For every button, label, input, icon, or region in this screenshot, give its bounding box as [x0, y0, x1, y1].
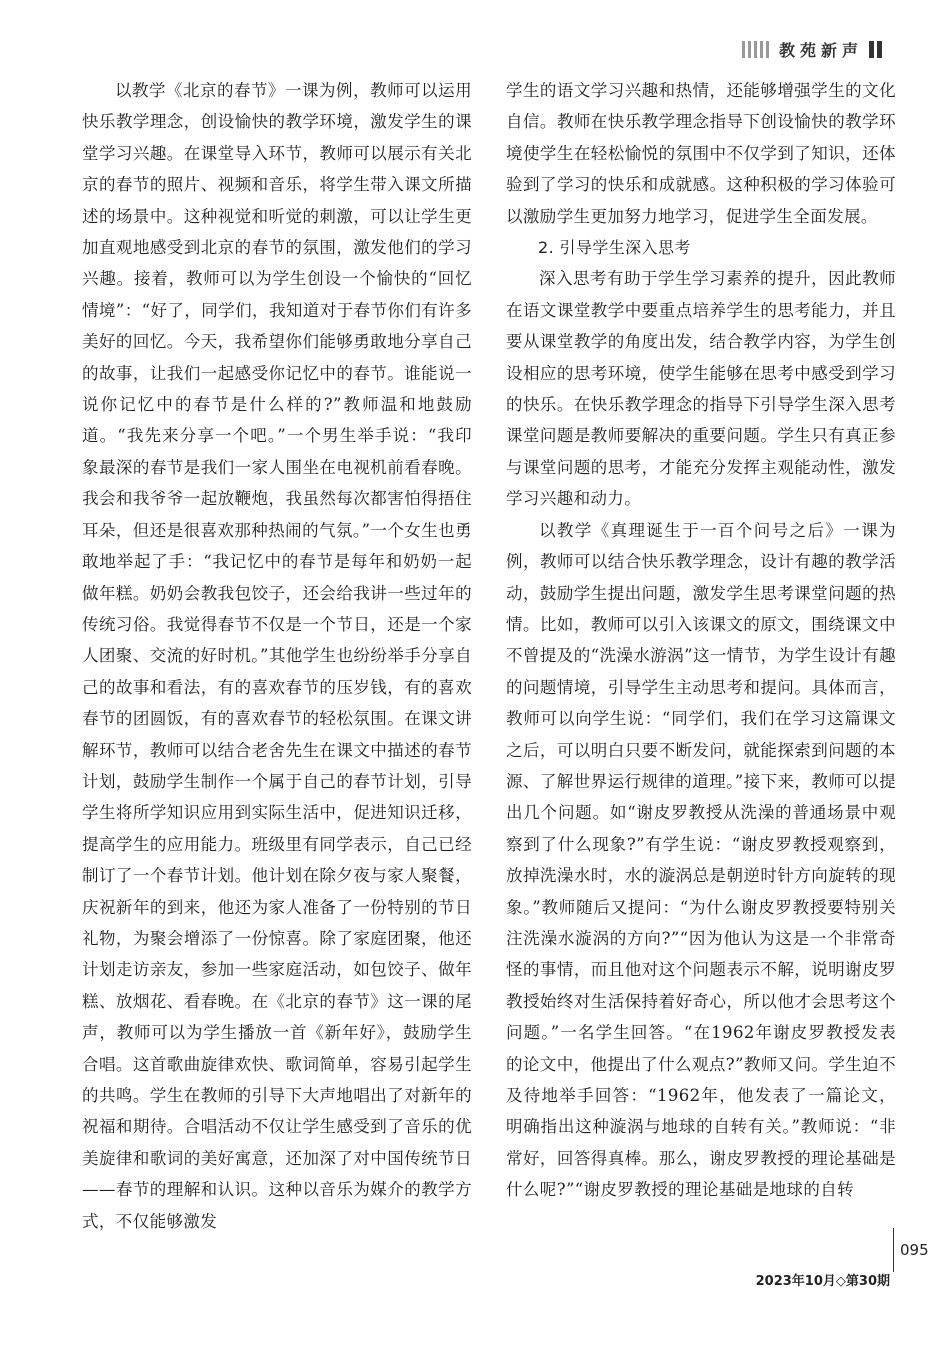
right-paragraph-2: 以教学《真理诞生于一百个问号之后》一课为例，教师可以结合快乐教学理念，设计有趣的教学活动，鼓励学生提出问题，激发学生思考课堂问题的热情。比如，教师可以引入该课文的原文，围绕课文中不曾提及的“洗澡水游涡”这一情节，为学生设计有趣的问题情境，引导学生主动思考和提问。具体而言，教师可以向学生说：“同学们，我们在学习这篇课文之后，可以明白只要不断发问，就能探索到问题的本源、了解世界运行规律的道理。”接下来，教师可以提出几个问题。如“谢皮罗教授从洗澡的普通场景中观察到了什么现象?”有学生说：“谢皮罗教授观察到，放掉洗澡水时，水的漩涡总是朝逆时针方向旋转的现象。”教师随后又提问：“为什么谢皮罗教授要特别关注洗澡水漩涡的方向?”“因为他认为这是一个非常奇怪的事情，而且他对这个问题表示不解，说明谢皮罗教授始终对生活保持着好奇心，所以他才会思考这个问题。”一名学生回答。“在1962年谢皮罗教授发表的论文中，他提出了什么观点?”教师又问。学生迫不及待地举手回答：“1962年，他发表了一篇论文，明确指出这种漩涡与地球的自转有关。”教师说：“非常好，回答得真棒。那么，谢皮罗教授的理论基础是什么呢?”“谢皮罗教授的理论基础是地球的自转 — [506, 520, 896, 1200]
left-paragraph-1: 以教学《北京的春节》一课为例，教师可以运用快乐教学理念，创设愉快的教学环境，激发学生的课堂学习兴趣。在课堂导入环节，教师可以展示有关北京的春节的照片、视频和音乐，将学生带入课文所描述的场景中。这种视觉和听觉的刺激，可以让学生更加直观地感受到北京的春节的氛围，激发他们的学习兴趣。接着，教师可以为学生创设一个愉快的“回忆情境”：“好了，同学们，我知道对于春节你们有许多美好的回忆。今天，我希望你们能够勇敢地分享自己的故事，让我们一起感受你记忆中的春节。谁能说一说你记忆中的春节是什么样的?”教师温和地鼓励道。“我先来分享一个吧。”一个男生举手说：“我印象最深的春节是我们一家人围坐在电视机前看春晚。我会和我爷爷一起放鞭炮，我虽然每次都害怕得捂住耳朵，但还是很喜欢那种热闹的气氛。”一个女生也勇敢地举起了手：“我记忆中的春节是每年和奶奶一起做年糕。奶奶会教我包饺子，还会给我讲一些过年的传统习俗。我觉得春节不仅是一个节日，还是一个家人团聚、交流的好时机。”其他学生也纷纷举手分享自己的故事和看法，有的喜欢春节的压岁钱，有的喜欢春节的团圆饭，有的喜欢春节的轻松氛围。在课文讲解环节，教师可以结合老舍先生在课文中描述的春节计划，鼓励学生制作一个属于自己的春节计划，引导学生将所学知识应用到实际生活中，促进知识迁移，提高学生的应用能力。班级里有同学表示，自己已经制订了一个春节计划。他计划在除夕夜与家人聚餐，庆祝新年的到来，他还为家人准备了一份特别的节日礼物，为聚会增添了一份惊喜。除了家庭团聚，他还计划走访亲友，参加一些家庭活动，如包饺子、做年糕、放烟花、看春晚。在《北京的春节》这一课的尾声，教师可以为学生播放一首《新年好》，鼓励学生合唱。这首歌曲旋律欢快、歌词简单，容易引起学生的共鸣。学生在教师的引导下大声地唱出了对新年的祝福和期待。合唱活动不仅让学生感受到了音乐的优美旋律和歌词的美好寓意，还加深了对中国传统节日——春节的理解和认识。这种以音乐为媒介的教学方式，不仅能够激发 — [82, 81, 472, 1231]
right-column — [506, 75, 896, 1206]
header-left-bars-icon — [742, 41, 769, 58]
section-header — [742, 38, 882, 61]
right-paragraph-1: 深入思考有助于学生学习素养的提升，因此教师在语文课堂教学中要重点培养学生的思考能力，并且要从课堂教学的角度出发，结合教学内容，为学生创设相应的思考环境，使学生能够在思考中感受到学习的快乐。在快乐教学理念的指导下引导学生深入思考课堂问题是教师要解决的重要问题。学生只有真正参与课堂问题的思考，才能充分发挥主观能动性，激发学习兴趣和动力。 — [506, 269, 896, 509]
left-column — [82, 75, 472, 1237]
page-number: 095 — [900, 1241, 929, 1259]
right-continuation-paragraph: 学生的语文学习兴趣和热情，还能够增强学生的文化自信。教师在快乐教学理念指导下创设愉快的教学环境使学生在轻松愉悦的氛围中不仅学到了知识，还体验到了学习的快乐和成就感。这种积极的学习体验可以激励学生更加努力地学习，促进学生全面发展。 — [506, 81, 896, 226]
page-number-block — [893, 1228, 929, 1272]
section-heading: 2. 引导学生深入思考 — [538, 238, 691, 258]
page-number-rule — [893, 1228, 894, 1272]
header-right-bars-icon — [869, 41, 882, 58]
issue-info: 2023年10月◇第30期 — [755, 1274, 890, 1289]
header-title: 教苑新声 — [778, 41, 863, 60]
